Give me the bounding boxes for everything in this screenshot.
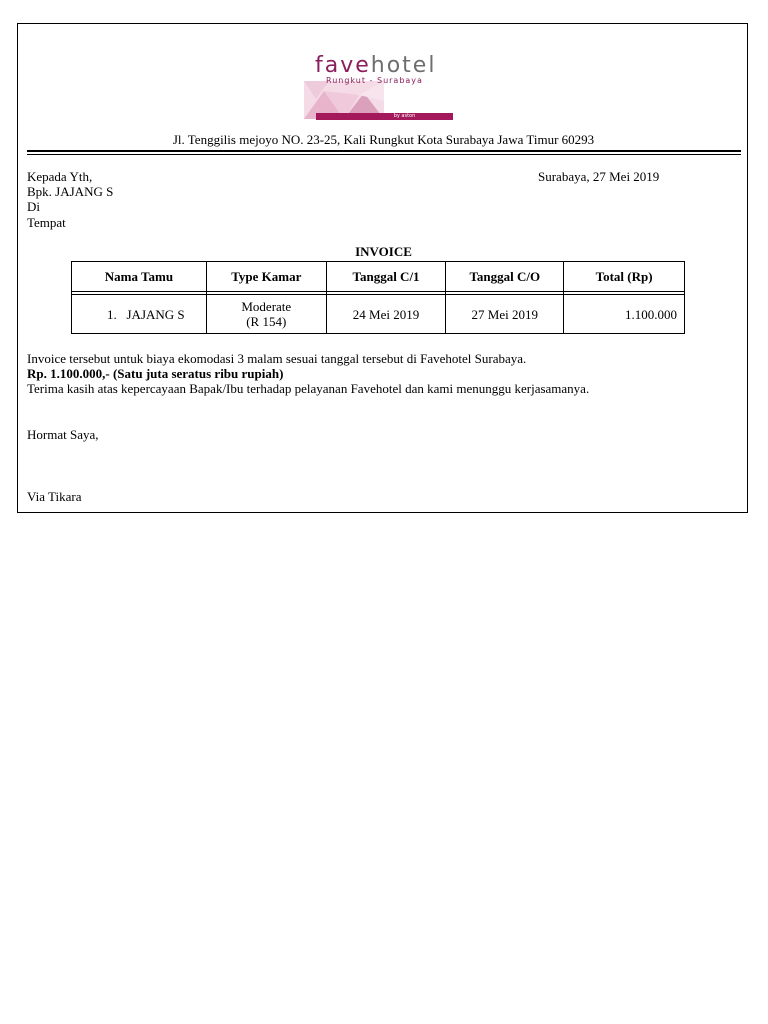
header-checkout: Tanggal C/O <box>446 262 564 292</box>
place-date: Surabaya, 27 Mei 2019 <box>538 169 660 184</box>
signatory-name: Via Tikara <box>27 489 82 504</box>
header-total: Total (Rp) <box>564 262 685 292</box>
logo-byline-bar: by aston <box>316 113 453 120</box>
header-divider-thick <box>27 150 741 152</box>
body-amount: Rp. 1.100.000,- (Satu juta seratus ribu rupiah) <box>27 366 284 381</box>
header-checkin: Tanggal C/1 <box>326 262 446 292</box>
hotel-address: Jl. Tenggilis mejoyo NO. 23-25, Kali Rungkut Kota Surabaya Jawa Timur 60293 <box>172 132 595 147</box>
recipient-di: Di <box>27 199 40 214</box>
body-description: Invoice tersebut untuk biaya ekomodasi 3 malam sesuai tanggal tersebut di Favehotel Surabaya. <box>27 351 527 366</box>
invoice-document <box>17 23 748 513</box>
logo-wordmark: favehotel <box>315 53 437 78</box>
invoice-title: INVOICE <box>355 244 412 259</box>
table-row <box>72 295 685 334</box>
table-header-row <box>72 262 685 292</box>
cell-room-type: Moderate (R 154) <box>206 295 326 334</box>
recipient-tempat: Tempat <box>27 215 66 230</box>
logo-location: Rungkut - Surabaya <box>326 76 423 85</box>
cell-guest-name: 1. JAJANG S <box>72 295 207 334</box>
cell-total: 1.100.000 <box>564 295 685 334</box>
invoice-table <box>71 261 685 334</box>
recipient-salutation: Kepada Yth, <box>27 169 93 184</box>
cell-checkin: 24 Mei 2019 <box>326 295 446 334</box>
header-guest-name: Nama Tamu <box>72 262 207 292</box>
body-thanks: Terima kasih atas kepercayaan Bapak/Ibu terhadap pelayanan Favehotel dan kami menunggu kerjasamanya. <box>27 381 590 396</box>
cell-checkout: 27 Mei 2019 <box>446 295 564 334</box>
header-room-type: Type Kamar <box>206 262 326 292</box>
header-divider-thin <box>27 154 741 155</box>
recipient-name: Bpk. JAJANG S <box>27 184 114 199</box>
closing-text: Hormat Saya, <box>27 427 99 442</box>
favehotel-logo <box>304 54 459 119</box>
